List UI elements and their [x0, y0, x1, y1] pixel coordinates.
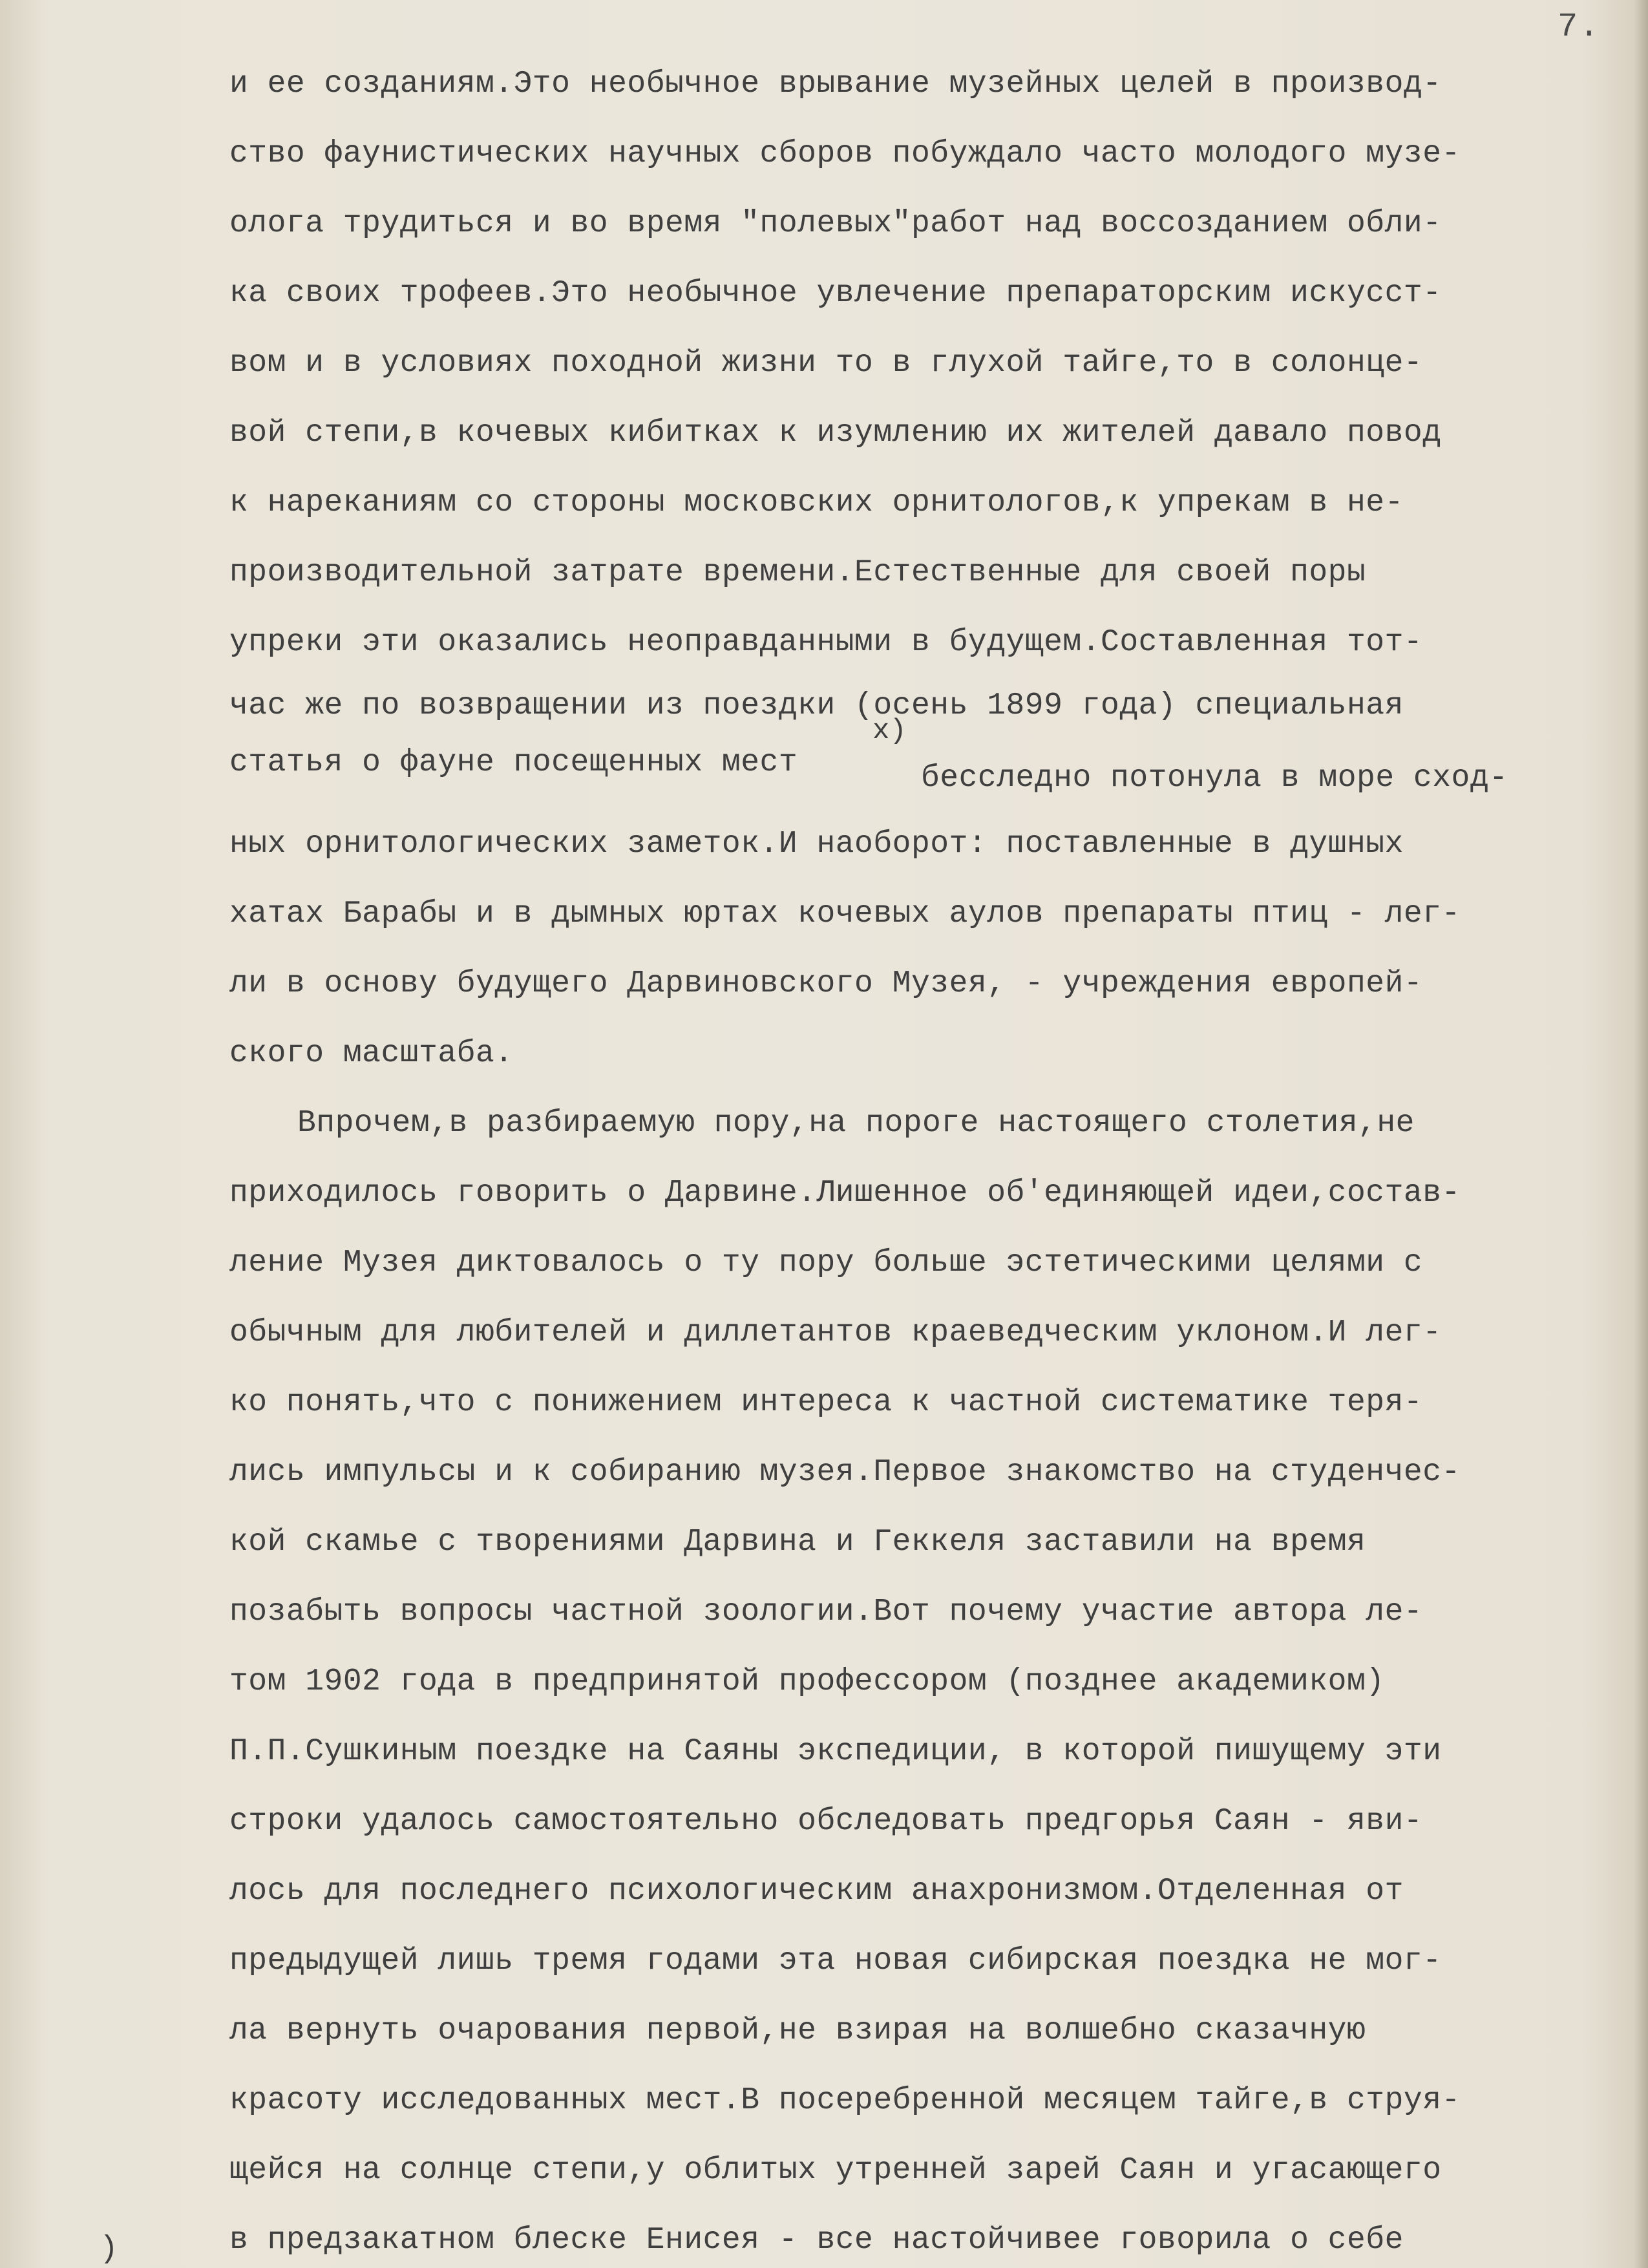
- text-line: том 1902 года в предпринятой профессором (позднее академиком): [229, 1664, 1385, 1699]
- text-line: производительной затрате времени.Естественные для своей поры: [229, 555, 1366, 590]
- text-line: ных орнитологических заметок.И наоборот: поставленные в душных: [229, 827, 1404, 862]
- text-line: статья о фауне посещенных мест: [229, 745, 798, 780]
- text-line: хатах Барабы и в дымных юртах кочевых аулов препараты птиц - лег-: [229, 896, 1461, 931]
- text-line: вой степи,в кочевых кибитках к изумлению их жителей давало повод: [229, 416, 1442, 450]
- text-line: П.П.Сушкиным поездке на Саяны экспедиции, в которой пишущему эти: [229, 1734, 1442, 1769]
- text-line: лось для последнего психологическим анахронизмом.Отделенная от: [229, 1874, 1404, 1909]
- text-line: приходилось говорить о Дарвине.Лишенное об'единяющей идеи,состав-: [229, 1176, 1461, 1211]
- text-line: ского масштаба.: [229, 1036, 514, 1071]
- text-line: упреки эти оказались неоправданными в будущем.Составленная тот-: [229, 625, 1423, 660]
- text-line: ление Музея диктовалось о ту пору больше эстетическими целями с: [229, 1245, 1423, 1280]
- text-line: строки удалось самостоятельно обследовать предгорья Саян - яви-: [229, 1804, 1423, 1839]
- text-line: кой скамье с творениями Дарвина и Геккеля заставили на время: [229, 1525, 1366, 1560]
- text-line: предыдущей лишь тремя годами эта новая сибирская поездка не мог-: [229, 1944, 1442, 1978]
- text-line: лись импульсы и к собиранию музея.Первое знакомство на студенчес-: [229, 1455, 1461, 1490]
- text-line: бесследно потонула в море сход-: [921, 761, 1508, 796]
- text-line: вом и в условиях походной жизни то в глухой тайге,то в солонце-: [229, 346, 1423, 381]
- text-line: к нареканиям со стороны московских орнитологов,к упрекам в не-: [229, 485, 1404, 520]
- text-line: обычным для любителей и диллетантов краеведческим уклоном.И лег-: [229, 1315, 1442, 1350]
- text-line: щейся на солнце степи,у облитых утренней зарей Саян и угасающего: [229, 2153, 1442, 2188]
- text-line: ко понять,что с понижением интереса к частной систематике теря-: [229, 1385, 1423, 1420]
- text-line: ка своих трофеев.Это необычное увлечение препараторским искусст-: [229, 276, 1442, 311]
- margin-mark: ): [100, 2232, 118, 2267]
- text-line: ла вернуть очарования первой,не взирая на волшебно сказачную: [229, 2013, 1366, 2048]
- text-line: ли в основу будущего Дарвиновского Музея, - учреждения европей-: [229, 966, 1423, 1001]
- text-line: час же по возвращении из поездки (осень 1899 года) специальная: [229, 688, 1404, 723]
- text-line: в предзакатном блеске Енисея - все настойчивее говорила о себе: [229, 2223, 1404, 2258]
- page-number: 7.: [1558, 8, 1601, 46]
- footnote-mark: х): [872, 715, 907, 747]
- text-line: красоту исследованных мест.В посеребренной месяцем тайге,в струя-: [229, 2083, 1461, 2118]
- paragraph-first-line: Впрочем,в разбираемую пору,на пороге настоящего столетия,не: [297, 1106, 1415, 1141]
- text-line: позабыть вопросы частной зоологии.Вот почему участие автора ле-: [229, 1595, 1423, 1629]
- text-line: и ее созданиям.Это необычное врывание музейных целей в производ-: [229, 67, 1442, 101]
- text-line: ство фаунистических научных сборов побуждало часто молодого музе-: [229, 136, 1461, 171]
- text-line: олога трудиться и во время "полевых"работ над воссозданием обли-: [229, 206, 1442, 241]
- paper-edge-shadow: [1634, 0, 1648, 2268]
